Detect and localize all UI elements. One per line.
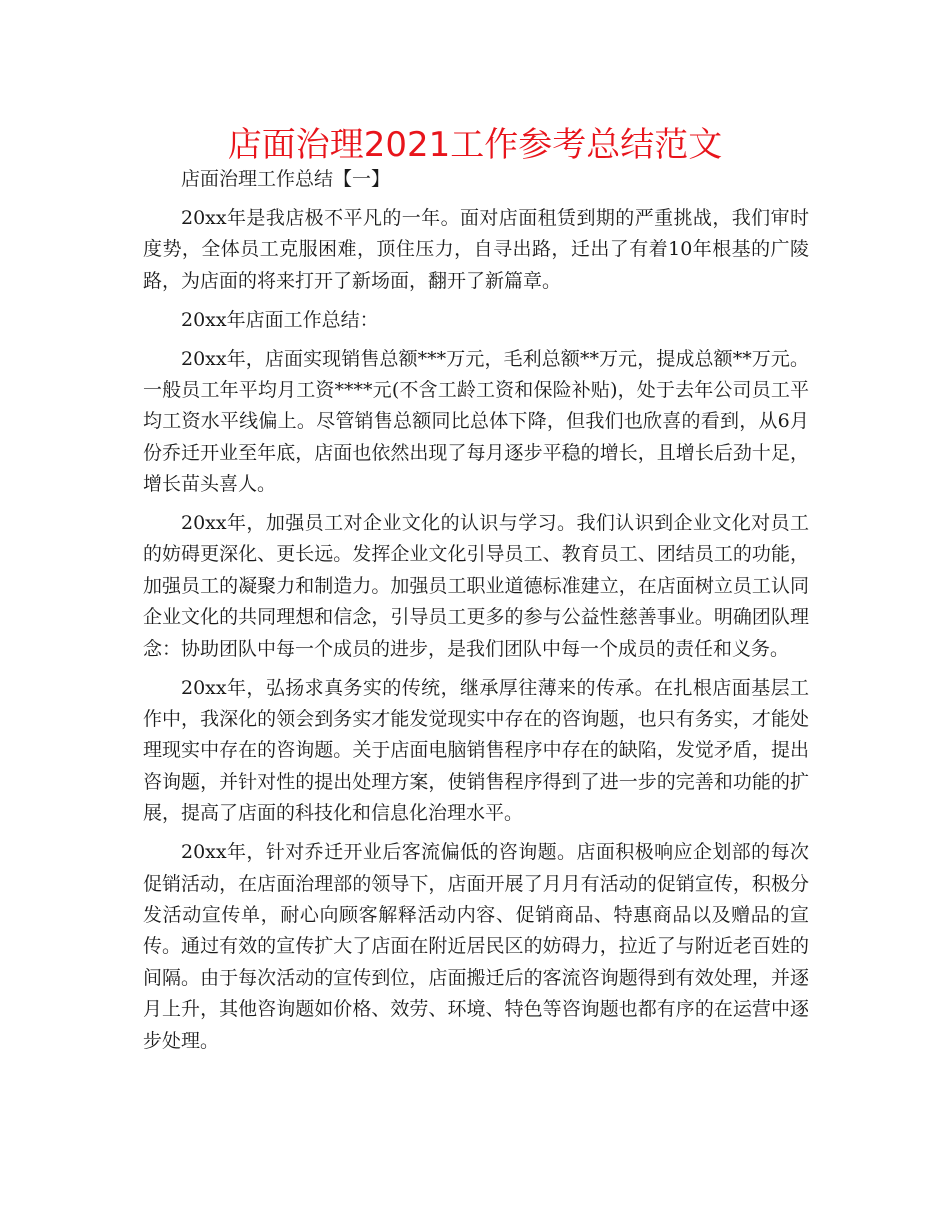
paragraph-intro: 20xx年是我店极不平凡的一年。面对店面租赁到期的严重挑战，我们审时度势，全体员工克服困难，顶住压力，自寻出路，迁出了有着10年根基的广陵路，为店面的将来打开了新场面，翻开了新篇章。 — [143, 206, 809, 292]
paragraph-pragmatism: 20xx年，弘扬求真务实的传统，继承厚往薄来的传承。在扎根店面基层工作中，我深化的领会到务实才能发觉现实中存在的咨询题，也只有务实，才能处理现实中存在的咨询题。关于店面电脑销售程序中存在的缺陷，发觉矛盾，提出咨询题，并针对性的提出处理方案，使销售程序得到了进一步的完善和功能的扩展，提高了店面的科技化和信息化治理水平。 — [143, 676, 809, 825]
paragraph-culture: 20xx年，加强员工对企业文化的认识与学习。我们认识到企业文化对员工的妨碍更深化、更长远。发挥企业文化引导员工、教育员工、团结员工的功能，加强员工的凝聚力和制造力。加强员工职业道德标准建立，在店面树立员工认同企业文化的共同理想和信念，引导员工更多的参与公益性慈善事业。明确团队理念：协助团队中每一个成员的进步，是我们团队中每一个成员的责任和义务。 — [143, 512, 809, 660]
section-heading: 店面治理工作总结【一】 — [181, 168, 391, 190]
document-body — [143, 164, 809, 1064]
subsection-heading: 20xx年店面工作总结： — [181, 308, 379, 331]
document-title: 店面治理2021工作参考总结范文 — [227, 125, 723, 165]
paragraph-sales: 20xx年，店面实现销售总额***万元，毛利总额**万元，提成总额**万元。一般员工年平均月工资****元(不含工龄工资和保险补贴)，处于去年公司员工平均工资水平线偏上。尽管销售总额同比总体下降，但我们也欣喜的看到，从6月份乔迁开业至年底，店面也依然出现了每月逐步平稳的增长，且增长后劲十足，增长苗头喜人。 — [143, 347, 809, 496]
paragraph-promotion: 20xx年，针对乔迁开业后客流偏低的咨询题。店面积极响应企划部的每次促销活动，在店面治理部的领导下，店面开展了月月有活动的促销宣传，积极分发活动宣传单，耐心向顾客解释活动内容、促销商品、特惠商品以及赠品的宣传。通过有效的宣传扩大了店面在附近居民区的妨碍力，拉近了与附近老百姓的间隔。由于每次活动的宣传到位，店面搬迁后的客流咨询题得到有效处理，并逐月上升，其他咨询题如价格、效劳、环境、特色等咨询题也都有序的在运营中逐步处理。 — [143, 841, 809, 1052]
